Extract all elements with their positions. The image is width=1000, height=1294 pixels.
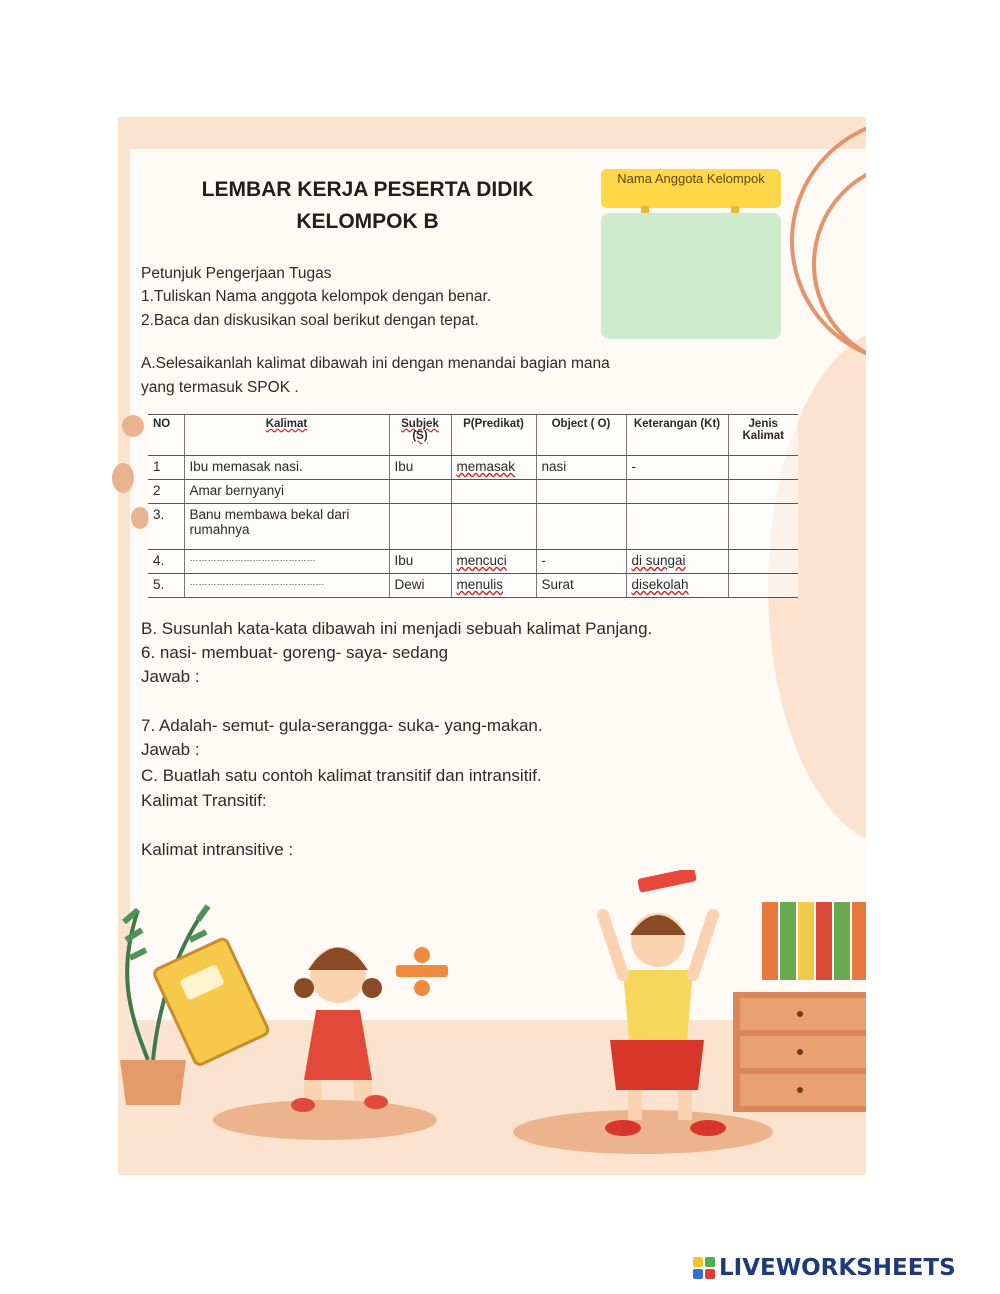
cell-predikat-text: menulis [456, 577, 504, 592]
table-row [148, 504, 798, 550]
cell-jenis[interactable] [728, 550, 798, 574]
cell-keterangan [626, 574, 728, 598]
group-members-box[interactable] [601, 213, 781, 339]
table-row [148, 480, 798, 504]
liveworksheets-logo [693, 1253, 956, 1283]
cell-object: - [536, 550, 626, 574]
cell-keterangan[interactable]: - [626, 456, 728, 480]
table-row [148, 456, 798, 480]
cell-subjek[interactable] [389, 480, 451, 504]
instruction-item-1: 1.Tuliskan Nama anggota kelompok dengan benar. [141, 288, 492, 305]
cell-object[interactable] [536, 504, 626, 550]
cell-kalimat: Amar bernyanyi [184, 480, 389, 504]
header-object: Object ( O) [536, 415, 626, 456]
cell-keterangan [626, 550, 728, 574]
section-a-line-1: A.Selesaikanlah kalimat dibawah ini dengan menandai bagian mana [141, 355, 610, 372]
table-row [148, 574, 798, 598]
cell-object[interactable] [536, 480, 626, 504]
table-header-row [148, 415, 798, 456]
floor-shadow-left [213, 1100, 437, 1140]
cell-kalimat[interactable]: ……………………………………… [184, 574, 389, 598]
cell-keterangan[interactable] [626, 504, 728, 550]
header-kalimat-text: Kalimat [265, 418, 308, 430]
header-keterangan: Keterangan (Kt) [626, 415, 728, 456]
page-margin-right [866, 100, 1000, 1200]
page-title [190, 174, 545, 238]
page-margin-top [118, 100, 878, 117]
cell-subjek[interactable]: Ibu [389, 456, 451, 480]
cell-predikat[interactable] [451, 456, 536, 480]
cell-jenis[interactable] [728, 574, 798, 598]
section-c-line: C. Buatlah satu contoh kalimat transitif dan intransitif. [141, 766, 542, 785]
cell-predikat[interactable] [451, 480, 536, 504]
cell-keterangan-text: disekolah [631, 577, 689, 592]
cell-keterangan-text: di sungai [631, 553, 686, 568]
cell-no: 4. [148, 550, 184, 574]
title-line-2: KELOMPOK B [296, 210, 439, 233]
cell-kalimat: Ibu memasak nasi. [184, 456, 389, 480]
brand-name: LIVEWORKSHEETS [719, 1255, 956, 1281]
cell-predikat[interactable] [451, 504, 536, 550]
name-tag-label: Nama Anggota Kelompok [601, 169, 781, 208]
cell-object[interactable]: nasi [536, 456, 626, 480]
question-7: 7. Adalah- semut- gula-serangga- suka- yang-makan. [141, 716, 543, 735]
decorative-dot [131, 507, 149, 529]
cell-subjek: Dewi [389, 574, 451, 598]
instructions-heading: Petunjuk Pengerjaan Tugas [141, 265, 332, 282]
answer-label-6: Jawab : [141, 667, 200, 686]
cell-no: 2 [148, 480, 184, 504]
header-no: NO [148, 415, 184, 456]
instruction-item-2: 2.Baca dan diskusikan soal berikut dengan tepat. [141, 312, 479, 329]
transitive-label: Kalimat Transitif: [141, 791, 267, 810]
decorative-dot [122, 415, 144, 437]
table-row [148, 550, 798, 574]
decorative-dot [112, 463, 134, 493]
title-line-1: LEMBAR KERJA PESERTA DIDIK [201, 178, 534, 201]
answer-label-7: Jawab : [141, 740, 200, 759]
section-b-line: B. Susunlah kata-kata dibawah ini menjadi sebuah kalimat Panjang. [141, 619, 653, 638]
cell-no: 5. [148, 574, 184, 598]
section-a-line-2: yang termasuk SPOK . [141, 379, 299, 396]
header-jenis: Jenis Kalimat [728, 415, 798, 456]
cell-jenis[interactable] [728, 480, 798, 504]
cell-kalimat: Banu membawa bekal dari rumahnya [184, 504, 389, 550]
header-predikat: P(Predikat) [451, 415, 536, 456]
cell-jenis[interactable] [728, 456, 798, 480]
cell-predikat [451, 550, 536, 574]
question-6: 6. nasi- membuat- goreng- saya- sedang [141, 643, 449, 662]
cell-predikat-text: mencuci [456, 553, 507, 568]
cell-predikat [451, 574, 536, 598]
logo-mark-icon [693, 1257, 715, 1279]
cell-object: Surat [536, 574, 626, 598]
floor-shadow-right [513, 1110, 773, 1154]
cell-subjek: Ibu [389, 550, 451, 574]
bookshelf-illustration [733, 902, 866, 1112]
header-kalimat [184, 415, 389, 456]
classroom-illustration [118, 870, 866, 1175]
cell-no: 1 [148, 456, 184, 480]
header-subjek-text: Subjek (S) [401, 418, 439, 442]
intransitive-label: Kalimat intransitive : [141, 840, 294, 859]
cell-subjek[interactable] [389, 504, 451, 550]
header-subjek [389, 415, 451, 456]
cell-keterangan[interactable] [626, 480, 728, 504]
cell-kalimat[interactable]: …………………………………… [184, 550, 389, 574]
cell-no: 3. [148, 504, 184, 550]
cell-jenis[interactable] [728, 504, 798, 550]
cell-predikat-text: memasak [456, 459, 516, 474]
spok-table [148, 414, 798, 598]
